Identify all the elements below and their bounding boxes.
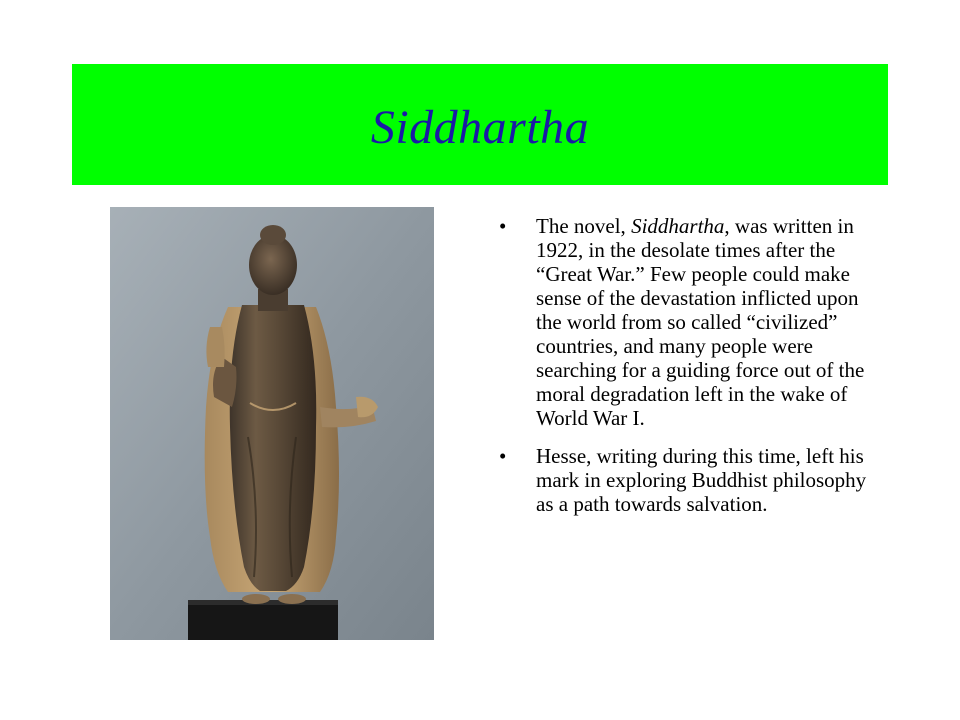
bullet-text-part: , was written in 1922, in the desolate times after the “Great War.” Few people could make sense of the devastation inflicted upon the world from so called “civilized” countries, and many people were searching for a guiding force out of the moral degradation left in the wake of World War I. — [536, 214, 870, 430]
bullet-item — [496, 444, 888, 516]
title-bar — [72, 64, 888, 185]
bullet-text: Hesse, writing during this time, left his mark in exploring Buddhist philosophy as a path towards salvation. — [536, 444, 867, 516]
bullet-dot: • — [499, 444, 507, 468]
bullet-item — [496, 214, 888, 430]
bullet-text-italic: Siddhartha — [631, 214, 725, 238]
buddha-statue-image — [110, 207, 434, 640]
bullet-list — [496, 214, 888, 530]
slide-title: Siddhartha — [370, 101, 590, 154]
bullet-dot: • — [499, 214, 507, 238]
bullet-text-part: The novel, — [536, 214, 632, 238]
